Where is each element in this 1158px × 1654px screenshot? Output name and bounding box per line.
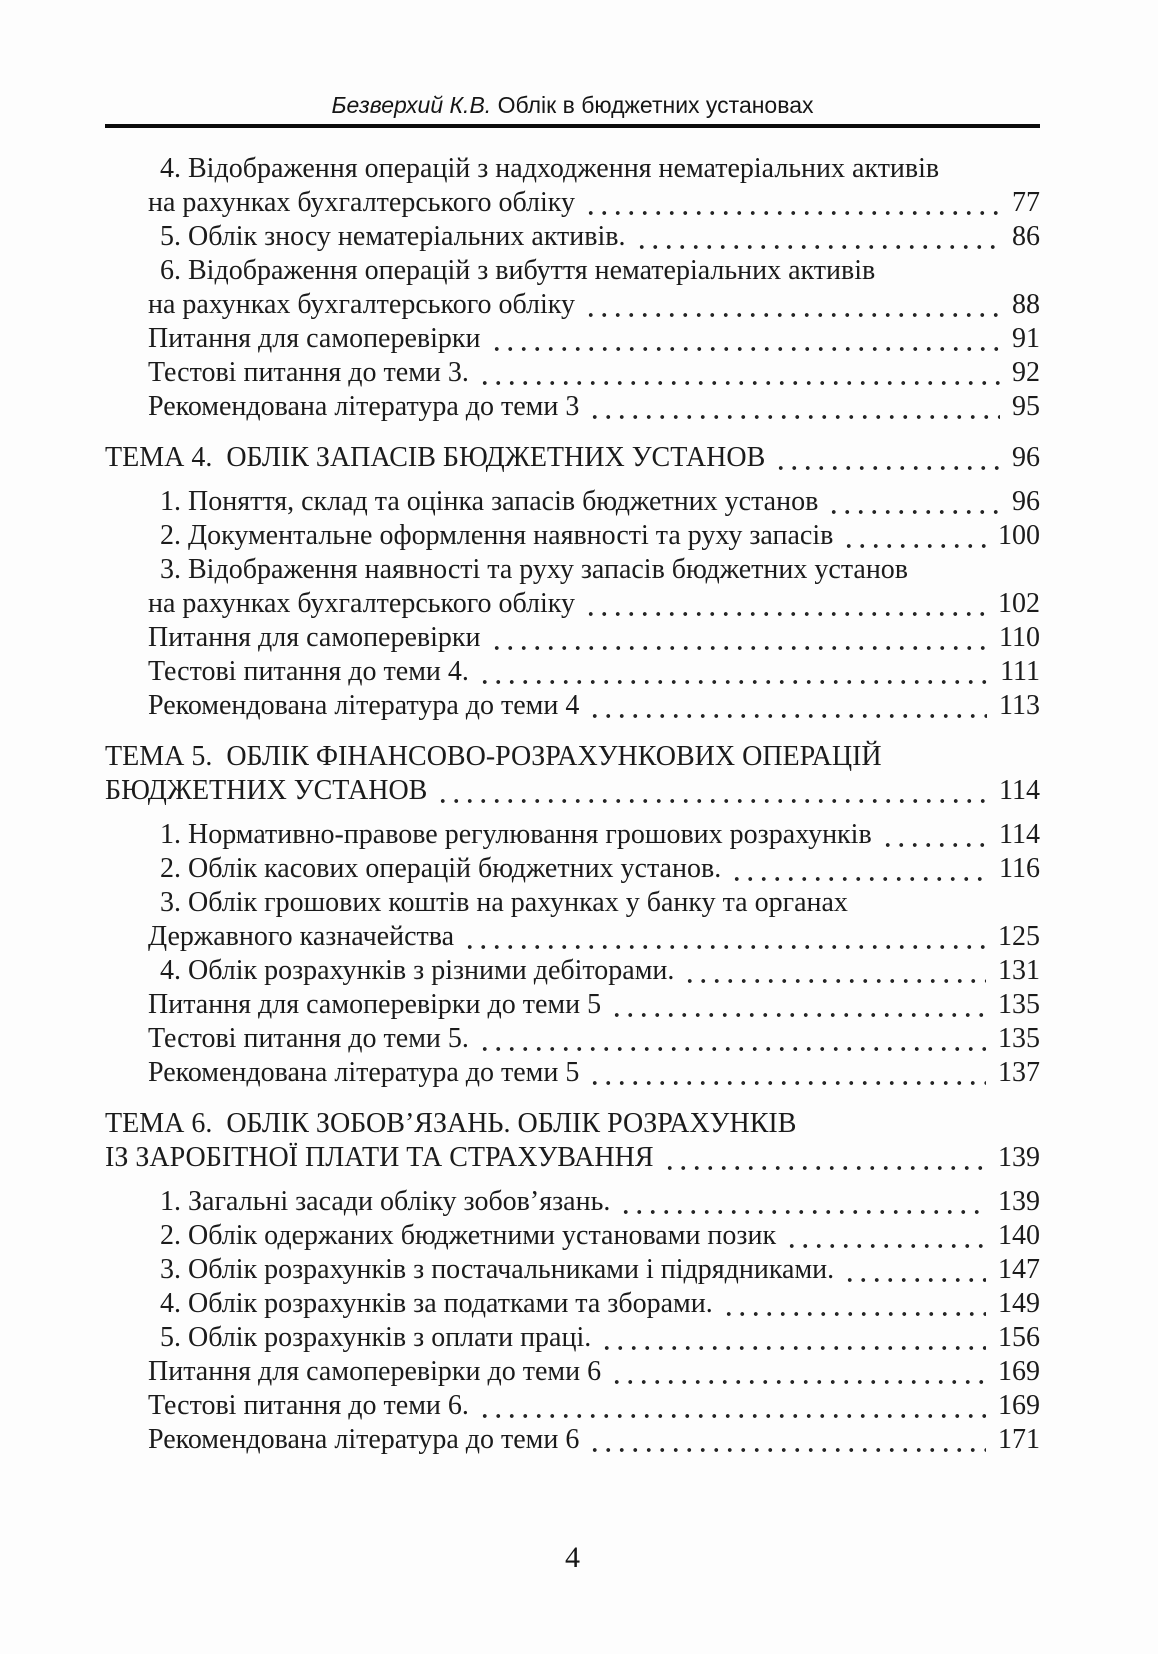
dot-leader: [478, 1389, 986, 1423]
toc-entry-row: [105, 1355, 1040, 1389]
toc-entry-row: [105, 852, 1040, 886]
dot-leader: [584, 587, 986, 621]
toc-entry-page: 125: [998, 921, 1040, 952]
toc-entry-row: [105, 220, 1040, 254]
toc-heading-row: [105, 1141, 1040, 1175]
toc-entry-page: 131: [998, 955, 1040, 986]
toc-entry-text: Питання для самоперевірки: [148, 323, 481, 354]
toc-heading-row: [105, 441, 1040, 475]
toc-entry-row: [105, 1219, 1040, 1253]
toc-entry-text: 1. Поняття, склад та оцінка запасів бюджетних установ: [160, 486, 819, 517]
dot-leader: [683, 954, 986, 988]
dot-leader: [600, 1321, 986, 1355]
toc-entry-text: ТЕМА 5. ОБЛІК ФІНАНСОВО-РОЗРАХУНКОВИХ ОПЕРАЦІЙ: [105, 741, 882, 772]
toc-entry-page: 116: [999, 853, 1040, 884]
toc-entry-page: 139: [998, 1142, 1040, 1173]
toc-entry-text: ТЕМА 6. ОБЛІК ЗОБОВ’ЯЗАНЬ. ОБЛІК РОЗРАХУНКІВ: [105, 1108, 797, 1139]
dot-leader: [463, 920, 986, 954]
toc-entry-page: 147: [998, 1254, 1040, 1285]
toc-entry-text: Питання для самоперевірки до теми 5: [148, 989, 602, 1020]
toc-entry-text: 1. Нормативно-правове регулювання грошових розрахунків: [160, 819, 872, 850]
dot-leader: [478, 1022, 986, 1056]
dot-leader: [588, 1056, 986, 1090]
toc-entry-row: [105, 886, 1040, 920]
toc-entry-text: Тестові питання до теми 3.: [148, 357, 469, 388]
page-number: 4: [565, 1541, 580, 1574]
toc-entry-text: Рекомендована література до теми 6: [148, 1424, 580, 1455]
dot-leader: [584, 186, 1000, 220]
toc-entry-row: [105, 152, 1040, 186]
toc-entry-page: 88: [1012, 289, 1040, 320]
toc-entry-row: [105, 1321, 1040, 1355]
toc-entry-text: 3. Облік розрахунків з постачальниками і підрядниками.: [160, 1254, 835, 1285]
toc-entry-page: 114: [999, 819, 1040, 850]
toc-entry-row: [105, 1022, 1040, 1056]
toc-entry-text: 4. Облік розрахунків з різними дебіторами.: [160, 955, 675, 986]
toc-entry-text: Рекомендована література до теми 4: [148, 690, 580, 721]
toc-entry-row: [105, 519, 1040, 553]
toc-entry-row: [105, 1056, 1040, 1090]
toc-entry-row: [105, 689, 1040, 723]
toc-entry-text: Питання для самоперевірки до теми 6: [148, 1356, 602, 1387]
toc-entry-text: БЮДЖЕТНИХ УСТАНОВ: [105, 775, 428, 806]
toc-entry-page: 169: [998, 1356, 1040, 1387]
toc-entry-text: Тестові питання до теми 5.: [148, 1023, 469, 1054]
toc-entry-page: 114: [999, 775, 1040, 806]
toc-entry-row: [105, 288, 1040, 322]
toc-entry-row: [105, 390, 1040, 424]
toc-entry-text: Питання для самоперевірки: [148, 622, 481, 653]
toc-entry-row: [105, 988, 1040, 1022]
dot-leader: [663, 1141, 986, 1175]
dot-leader: [610, 1355, 986, 1389]
toc-entry-row: [105, 553, 1040, 587]
toc-entry-row: [105, 1287, 1040, 1321]
toc-entry-row: [105, 254, 1040, 288]
toc-heading-row: [105, 774, 1040, 808]
toc-entry-row: [105, 920, 1040, 954]
toc-entry-text: 5. Облік розрахунків з оплати праці.: [160, 1322, 592, 1353]
dot-leader: [842, 519, 986, 553]
dot-leader: [478, 356, 1000, 390]
toc-entry-page: 111: [1000, 656, 1040, 687]
toc-entry-text: 4. Облік розрахунків за податками та зборами.: [160, 1288, 713, 1319]
dot-leader: [785, 1219, 986, 1253]
dot-leader: [478, 655, 988, 689]
dot-leader: [774, 441, 1000, 475]
toc-entry-text: Державного казначейства: [148, 921, 455, 952]
toc-entry-page: 169: [998, 1390, 1040, 1421]
toc-heading-row: [105, 1107, 1040, 1141]
toc-entry-row: [105, 1423, 1040, 1457]
dot-leader: [722, 1287, 986, 1321]
dot-leader: [619, 1185, 986, 1219]
toc-entry-text: 2. Документальне оформлення наявності та руху запасів: [160, 520, 834, 551]
toc-entry-page: 77: [1012, 187, 1040, 218]
toc-entry-text: 4. Відображення операцій з надходження нематеріальних активів: [160, 153, 940, 184]
toc-entry-row: [105, 1253, 1040, 1287]
toc-entry-page: 91: [1012, 323, 1040, 354]
toc-heading-row: [105, 740, 1040, 774]
toc: [105, 152, 1040, 1457]
toc-entry-page: 171: [998, 1424, 1040, 1455]
toc-entry-page: 137: [998, 1057, 1040, 1088]
toc-entry-page: 140: [998, 1220, 1040, 1251]
toc-entry-text: Рекомендована література до теми 5: [148, 1057, 580, 1088]
toc-entry-text: 5. Облік зносу нематеріальних активів.: [160, 221, 626, 252]
toc-entry-page: 96: [1012, 442, 1040, 473]
toc-entry-page: 156: [998, 1322, 1040, 1353]
running-header-author: Безверхий К.В.: [331, 92, 492, 118]
toc-entry-text: на рахунках бухгалтерського обліку: [148, 187, 576, 218]
toc-entry-row: [105, 1389, 1040, 1423]
toc-entry-row: [105, 356, 1040, 390]
dot-leader: [843, 1253, 986, 1287]
dot-leader: [588, 1423, 986, 1457]
dot-leader: [610, 988, 986, 1022]
dot-leader: [436, 774, 987, 808]
dot-leader: [881, 818, 987, 852]
toc-entry-page: 135: [998, 989, 1040, 1020]
toc-entry-text: Тестові питання до теми 4.: [148, 656, 469, 687]
dot-leader: [730, 852, 987, 886]
toc-entry-text: 2. Облік одержаних бюджетними установами позик: [160, 1220, 777, 1251]
toc-entry-page: 92: [1012, 357, 1040, 388]
toc-entry-page: 96: [1012, 486, 1040, 517]
toc-entry-page: 100: [998, 520, 1040, 551]
toc-entry-row: [105, 1185, 1040, 1219]
toc-entry-page: 95: [1012, 391, 1040, 422]
header-rule: [105, 124, 1040, 128]
dot-leader: [588, 689, 987, 723]
toc-entry-text: ІЗ ЗАРОБІТНОЇ ПЛАТИ ТА СТРАХУВАННЯ: [105, 1142, 654, 1173]
dot-leader: [827, 485, 1000, 519]
toc-entry-row: [105, 621, 1040, 655]
running-header: [105, 92, 1040, 118]
toc-entry-row: [105, 655, 1040, 689]
dot-leader: [635, 220, 1001, 254]
toc-entry-row: [105, 322, 1040, 356]
toc-entry-text: Тестові питання до теми 6.: [148, 1390, 469, 1421]
toc-entry-text: Рекомендована література до теми 3: [148, 391, 580, 422]
toc-entry-row: [105, 587, 1040, 621]
toc-entry-text: 2. Облік касових операцій бюджетних установ.: [160, 853, 722, 884]
toc-entry-row: [105, 818, 1040, 852]
dot-leader: [490, 621, 988, 655]
toc-entry-row: [105, 186, 1040, 220]
toc-entry-row: [105, 954, 1040, 988]
dot-leader: [490, 322, 1001, 356]
toc-entry-text: 3. Відображення наявності та руху запасів бюджетних установ: [160, 554, 909, 585]
toc-entry-text: на рахунках бухгалтерського обліку: [148, 588, 576, 619]
dot-leader: [588, 390, 1000, 424]
toc-entry-page: 139: [998, 1186, 1040, 1217]
toc-entry-page: 110: [999, 622, 1040, 653]
dot-leader: [584, 288, 1000, 322]
toc-entry-row: [105, 485, 1040, 519]
toc-entry-page: 113: [999, 690, 1040, 721]
running-header-title: Облік в бюджетних установах: [497, 92, 814, 118]
toc-entry-text: ТЕМА 4. ОБЛІК ЗАПАСІВ БЮДЖЕТНИХ УСТАНОВ: [105, 442, 766, 473]
toc-entry-page: 135: [998, 1023, 1040, 1054]
toc-entry-text: 1. Загальні засади обліку зобов’язань.: [160, 1186, 611, 1217]
toc-entry-text: 3. Облік грошових коштів на рахунках у банку та органах: [160, 887, 848, 918]
toc-entry-page: 149: [998, 1288, 1040, 1319]
toc-entry-text: 6. Відображення операцій з вибуття нематеріальних активів: [160, 255, 876, 286]
toc-entry-page: 86: [1012, 221, 1040, 252]
toc-entry-page: 102: [998, 588, 1040, 619]
toc-entry-text: на рахунках бухгалтерського обліку: [148, 289, 576, 320]
